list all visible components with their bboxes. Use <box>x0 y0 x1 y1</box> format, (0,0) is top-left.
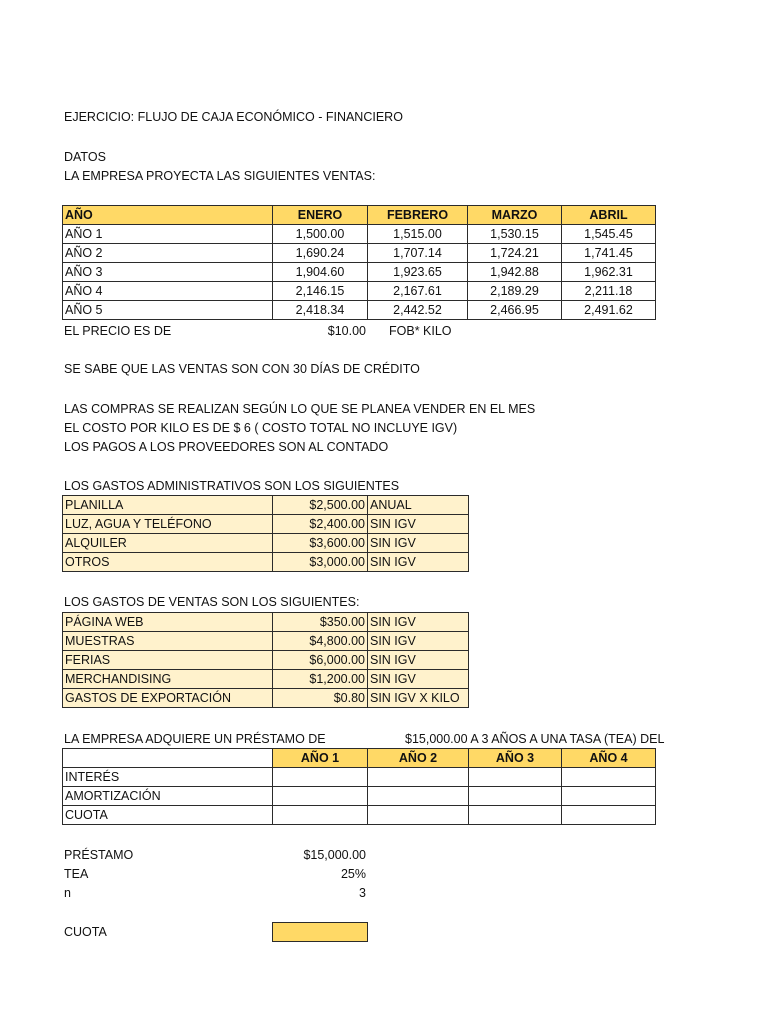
row-label: AÑO 4 <box>63 282 273 301</box>
cell: 1,724.21 <box>468 244 562 263</box>
purchases-note: LAS COMPRAS SE REALIZAN SEGÚN LO QUE SE PLANEA VENDER EN EL MES <box>64 402 536 416</box>
cell: 1,500.00 <box>273 225 368 244</box>
amount-cell: $3,000.00 <box>273 553 368 572</box>
note-cell: SIN IGV <box>368 553 469 572</box>
loan-summary-label: n <box>64 886 71 900</box>
cell: 1,741.45 <box>562 244 656 263</box>
amount-cell: $6,000.00 <box>273 651 368 670</box>
header-cell: ABRIL <box>562 206 656 225</box>
table-row <box>63 806 656 825</box>
cuota-label: CUOTA <box>64 925 107 939</box>
cell: 2,418.34 <box>273 301 368 320</box>
cell <box>469 787 562 806</box>
cell: 1,545.45 <box>562 225 656 244</box>
cell <box>368 768 469 787</box>
cell: 1,515.00 <box>368 225 468 244</box>
amount-cell: $350.00 <box>273 613 368 632</box>
header-cell: AÑO <box>63 206 273 225</box>
sales-header-row <box>63 206 656 225</box>
amount-cell: $2,500.00 <box>273 496 368 515</box>
header-cell: MARZO <box>468 206 562 225</box>
loan-summary-label: TEA <box>64 867 89 881</box>
header-cell: AÑO 4 <box>562 749 656 768</box>
row-label: AÑO 1 <box>63 225 273 244</box>
header-cell: AÑO 2 <box>368 749 469 768</box>
loan-table <box>62 748 656 825</box>
cell: 2,442.52 <box>368 301 468 320</box>
table-row <box>63 787 656 806</box>
cell <box>368 806 469 825</box>
row-label: AÑO 2 <box>63 244 273 263</box>
note-cell: ANUAL <box>368 496 469 515</box>
row-label: CUOTA <box>63 806 273 825</box>
cell <box>562 768 656 787</box>
price-label: EL PRECIO ES DE <box>64 324 172 338</box>
cell: 1,690.24 <box>273 244 368 263</box>
loan-intro-right: $15,000.00 A 3 AÑOS A UNA TASA (TEA) DEL <box>405 732 665 746</box>
note-cell: SIN IGV <box>368 651 469 670</box>
row-label: AÑO 3 <box>63 263 273 282</box>
table-row <box>63 768 656 787</box>
sales-expenses-title: LOS GASTOS DE VENTAS SON LOS SIGUIENTES: <box>64 595 360 609</box>
cell <box>469 806 562 825</box>
table-row <box>63 689 469 708</box>
cell: 1,962.31 <box>562 263 656 282</box>
table-row <box>63 632 469 651</box>
note-cell: SIN IGV <box>368 534 469 553</box>
cell: 1,923.65 <box>368 263 468 282</box>
amount-cell: $2,400.00 <box>273 515 368 534</box>
row-label: OTROS <box>63 553 273 572</box>
cell: 2,167.61 <box>368 282 468 301</box>
note-cell: SIN IGV X KILO <box>368 689 469 708</box>
cell: 2,491.62 <box>562 301 656 320</box>
amount-cell: $1,200.00 <box>273 670 368 689</box>
loan-summary-label: PRÉSTAMO <box>64 848 134 862</box>
admin-expenses-title: LOS GASTOS ADMINISTRATIVOS SON LOS SIGUIENTES <box>64 479 400 493</box>
row-label: MERCHANDISING <box>63 670 273 689</box>
admin-expenses-table <box>62 495 469 572</box>
page-title: EJERCICIO: FLUJO DE CAJA ECONÓMICO - FINANCIERO <box>64 110 403 124</box>
row-label: ALQUILER <box>63 534 273 553</box>
datos-label: DATOS <box>64 150 106 164</box>
row-label: PLANILLA <box>63 496 273 515</box>
amount-cell: $0.80 <box>273 689 368 708</box>
loan-summary-value: $15,000.00 <box>303 848 366 862</box>
cell: 2,146.15 <box>273 282 368 301</box>
note-cell: SIN IGV <box>368 632 469 651</box>
cell <box>368 787 469 806</box>
cell <box>562 806 656 825</box>
cell <box>469 768 562 787</box>
cell: 1,942.88 <box>468 263 562 282</box>
loan-summary-value: 25% <box>340 867 366 881</box>
table-row <box>63 496 469 515</box>
table-row <box>63 651 469 670</box>
row-label: AMORTIZACIÓN <box>63 787 273 806</box>
header-cell: AÑO 3 <box>469 749 562 768</box>
header-cell: ENERO <box>273 206 368 225</box>
table-row <box>63 301 656 320</box>
note-cell: SIN IGV <box>368 515 469 534</box>
cell: 1,530.15 <box>468 225 562 244</box>
header-cell: FEBRERO <box>368 206 468 225</box>
cell: 2,466.95 <box>468 301 562 320</box>
purchases-note: LOS PAGOS A LOS PROVEEDORES SON AL CONTADO <box>64 440 389 454</box>
cuota-input-cell[interactable] <box>272 922 368 942</box>
cell <box>273 787 368 806</box>
sales-expenses-table <box>62 612 469 708</box>
table-row <box>63 613 469 632</box>
ventas-intro: LA EMPRESA PROYECTA LAS SIGUIENTES VENTAS: <box>64 169 376 183</box>
row-label: PÁGINA WEB <box>63 613 273 632</box>
table-row <box>63 244 656 263</box>
table-row <box>63 553 469 572</box>
price-unit: FOB* KILO <box>389 324 452 338</box>
table-row <box>63 282 656 301</box>
row-label: MUESTRAS <box>63 632 273 651</box>
credit-note: SE SABE QUE LAS VENTAS SON CON 30 DÍAS DE CRÉDITO <box>64 362 420 376</box>
sales-table <box>62 205 656 320</box>
cell: 2,189.29 <box>468 282 562 301</box>
note-cell: SIN IGV <box>368 670 469 689</box>
header-cell: AÑO 1 <box>273 749 368 768</box>
cell: 1,707.14 <box>368 244 468 263</box>
amount-cell: $3,600.00 <box>273 534 368 553</box>
loan-intro-left: LA EMPRESA ADQUIERE UN PRÉSTAMO DE <box>64 732 326 746</box>
table-row <box>63 670 469 689</box>
row-label: INTERÉS <box>63 768 273 787</box>
cell <box>273 806 368 825</box>
row-label: GASTOS DE EXPORTACIÓN <box>63 689 273 708</box>
table-row <box>63 515 469 534</box>
purchases-note: EL COSTO POR KILO ES DE $ 6 ( COSTO TOTAL NO INCLUYE IGV) <box>64 421 458 435</box>
price-value: $10.00 <box>327 324 366 338</box>
row-label: FERIAS <box>63 651 273 670</box>
table-row <box>63 225 656 244</box>
header-cell <box>63 749 273 768</box>
loan-summary-value: 3 <box>359 886 366 900</box>
cell: 2,211.18 <box>562 282 656 301</box>
cell: 1,904.60 <box>273 263 368 282</box>
cell <box>273 768 368 787</box>
table-row <box>63 534 469 553</box>
table-row <box>63 263 656 282</box>
row-label: LUZ, AGUA Y TELÉFONO <box>63 515 273 534</box>
loan-header-row <box>63 749 656 768</box>
row-label: AÑO 5 <box>63 301 273 320</box>
amount-cell: $4,800.00 <box>273 632 368 651</box>
cell <box>562 787 656 806</box>
note-cell: SIN IGV <box>368 613 469 632</box>
